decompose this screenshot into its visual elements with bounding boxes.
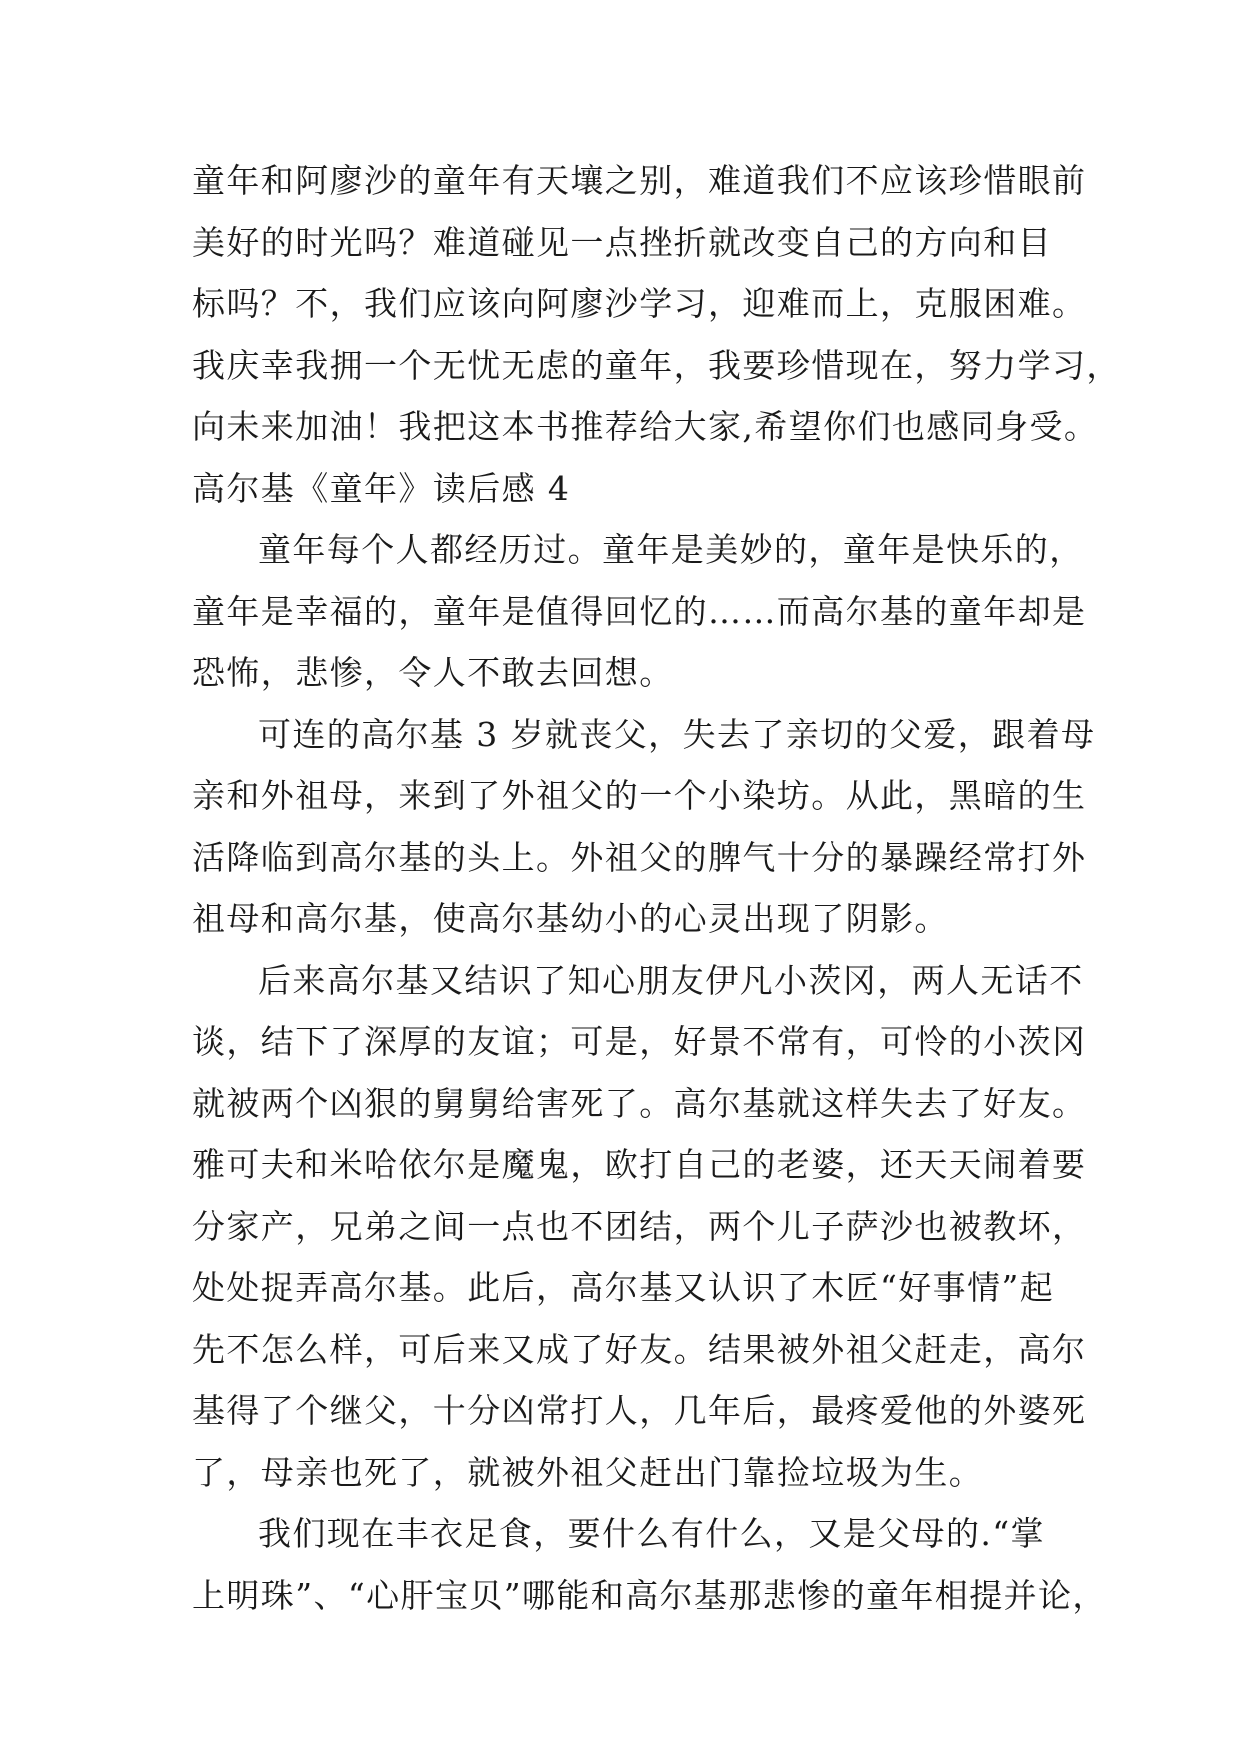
text-line: 活降临到高尔基的头上。外祖父的脾气十分的暴躁经常打外 <box>192 837 1087 877</box>
text-line: 祖母和高尔基，使高尔基幼小的心灵出现了阴影。 <box>192 899 949 938</box>
text-line: 恐怖，悲惨，令人不敢去回想。 <box>192 653 674 692</box>
text-line: 我庆幸我拥一个无忧无虑的童年，我要珍惜现在，努力学习， <box>192 345 1121 385</box>
text-line: 童年和阿廖沙的童年有天壤之别，难道我们不应该珍惜眼前 <box>192 161 1087 200</box>
text-line: 先不怎么样，可后来又成了好友。结果被外祖父赶走，高尔 <box>192 1329 1087 1369</box>
text-line: 处处捉弄高尔基。此后，高尔基又认识了木匠“好事情”起 <box>192 1268 1055 1307</box>
text-line: 标吗？不，我们应该向阿廖沙学习，迎难而上，克服困难。 <box>192 284 1087 323</box>
document-page <box>192 150 1121 1626</box>
text-line: 可连的高尔基 3 岁就丧父，失去了亲切的父爱，跟着母 <box>258 714 1096 754</box>
text-line: 美好的时光吗？难道碰见一点挫折就改变自己的方向和目 <box>192 222 1052 262</box>
text-line: 分家产，兄弟之间一点也不团结，两个儿子萨沙也被教坏， <box>192 1206 1087 1246</box>
text-line: 向未来加油！我把这本书推荐给大家,希望你们也感同身受。 <box>192 407 1099 446</box>
section-title: 高尔基《童年》读后感 4 <box>192 468 571 508</box>
text-line: 后来高尔基又结识了知心朋友伊凡小茨冈，两人无话不 <box>258 960 1084 1000</box>
text-line: 童年是幸福的，童年是值得回忆的……而高尔基的童年却是 <box>192 591 1087 631</box>
text-line: 了，母亲也死了，就被外祖父赶出门靠捡垃圾为生。 <box>192 1452 984 1492</box>
text-line: 亲和外祖母，来到了外祖父的一个小染坊。从此，黑暗的生 <box>192 776 1087 815</box>
text-line: 上明珠”、“心肝宝贝”哪能和高尔基那悲惨的童年相提并论， <box>192 1575 1107 1615</box>
text-line: 谈，结下了深厚的友谊；可是，好景不常有，可怜的小茨冈 <box>192 1022 1087 1061</box>
paragraph-4 <box>192 1503 1107 1626</box>
paragraph-3 <box>192 950 1092 1504</box>
text-line: 就被两个凶狠的舅舅给害死了。高尔基就这样失去了好友。 <box>192 1083 1087 1123</box>
paragraph-1 <box>192 519 1092 704</box>
text-line: 我们现在丰衣足食，要什么有什么，又是父母的.“掌 <box>258 1514 1045 1553</box>
text-line: 基得了个继父，十分凶常打人，几年后，最疼爱他的外婆死 <box>192 1391 1087 1430</box>
text-line: 雅可夫和米哈依尔是魔鬼，欧打自己的老婆，还天天闹着要 <box>192 1145 1087 1184</box>
paragraph-2 <box>192 704 1096 950</box>
text-line: 童年每个人都经历过。童年是美妙的，童年是快乐的， <box>258 530 1084 569</box>
intro-paragraph <box>192 150 1121 458</box>
